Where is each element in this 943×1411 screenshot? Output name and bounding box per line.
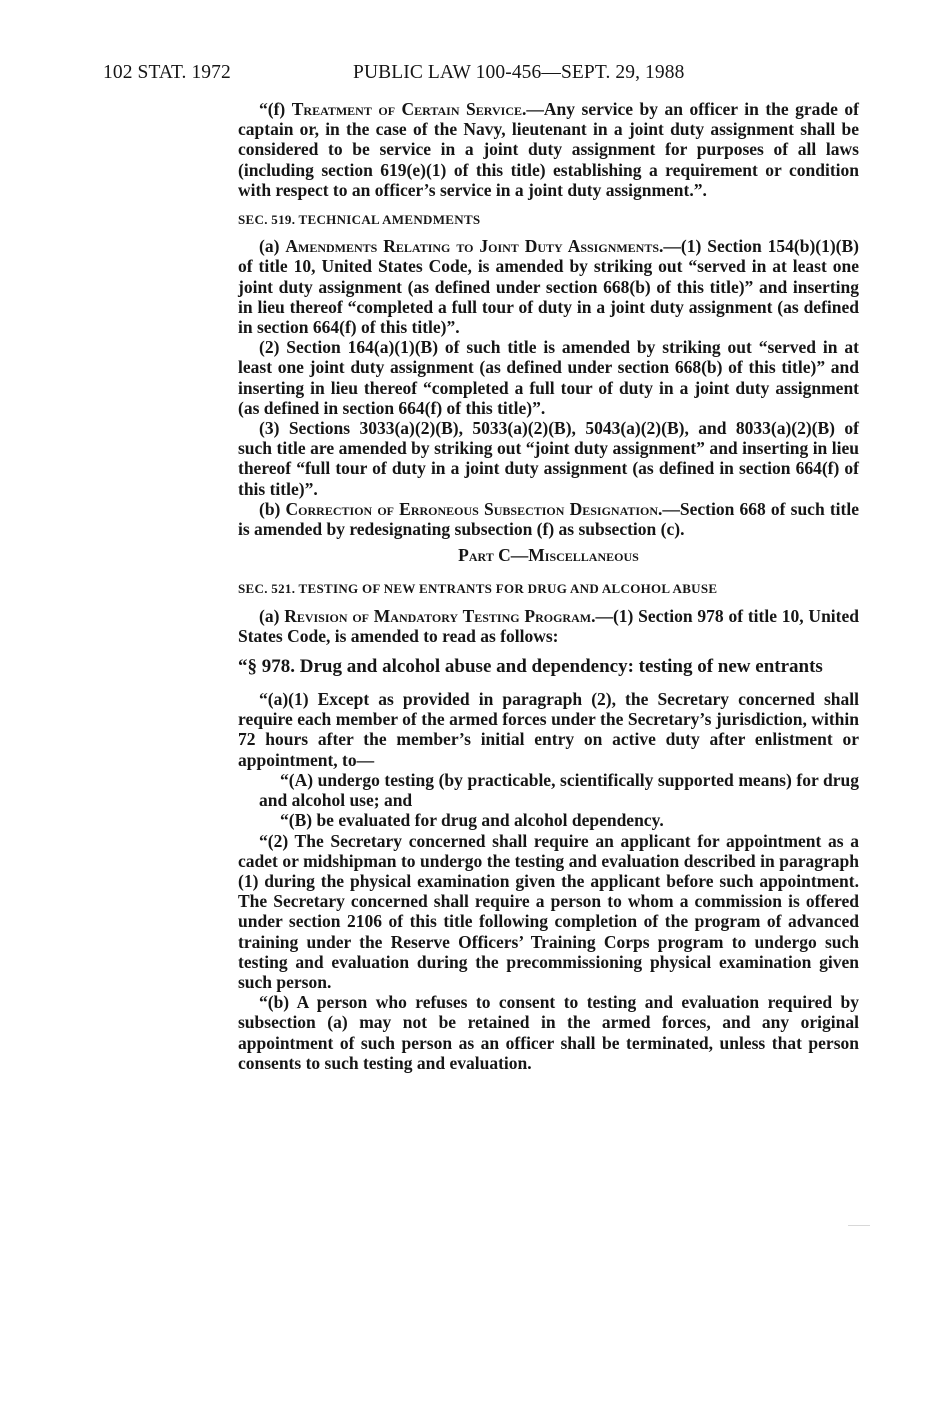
- page-header: [103, 62, 863, 88]
- subparagraph-B: “(B) be evaluated for drug and alcohol dependency.: [280, 810, 664, 831]
- subsection-lead: (b): [259, 498, 286, 519]
- section-978-heading: “§ 978. Drug and alcohol abuse and dependency: testing of new entrants: [238, 656, 823, 678]
- section-521-a-text: .—(1) Section 978 of title 10, United States Code, is amended to read as follows:: [238, 605, 859, 646]
- subparagraph-A: “(A) undergo testing (by practicable, scientifically supported means) for drug and alcohol use; and: [259, 769, 859, 811]
- section-519-b-heading: Correction of Erroneous Subsection Designation: [285, 498, 659, 519]
- section-519-a: [238, 236, 859, 337]
- section-519-heading: SEC. 519. TECHNICAL AMENDMENTS: [238, 212, 481, 228]
- paragraph-f: [238, 99, 859, 200]
- subsection-lead: (a): [259, 236, 286, 257]
- section-521-heading: SEC. 521. TESTING OF NEW ENTRANTS FOR DRUG AND ALCOHOL ABUSE: [238, 581, 718, 597]
- paragraph-a1: “(a)(1) Except as provided in paragraph (2), the Secretary concerned shall require each member of the armed forces under the Secretary’s jurisdiction, within 72 hours after the member’s initial entry on active duty after enlistment or appointment, to—: [238, 689, 859, 770]
- paragraph-2: “(2) The Secretary concerned shall require an applicant for appointment as a cadet or midshipman to undergo the testing and evaluation described in paragraph (1) during the physical examination given the applicant before such appointment. The Secretary concerned shall require a person to whom a commission is offered under section 2106 of this title following completion of the program of advanced training under the Reserve Officers’ Training Corps program to undergo such testing and evaluation during the precommissioning physical examination given such person.: [238, 830, 859, 992]
- part-c-heading: Part C—Miscellaneous: [458, 545, 639, 566]
- section-521-a: [238, 606, 859, 646]
- section-519-a-heading: Amendments Relating to Joint Duty Assignments: [285, 236, 660, 257]
- section-519-b: [238, 499, 859, 539]
- section-519-a3: (3) Sections 3033(a)(2)(B), 5033(a)(2)(B), 5043(a)(2)(B), and 8033(a)(2)(B) of such title are amended by striking out “joint duty assignment” and inserting in lieu thereof “full tour of duty in a joint duty assignment (as defined in section 664(f) of this title)”.: [238, 418, 859, 499]
- document-body: [238, 99, 859, 1073]
- paragraph-b: “(b) A person who refuses to consent to testing and evaluation required by subsection (a) may not be retained in the armed forces, and any original appointment of such person as an officer shall be terminated, unless that person consents to such testing and evaluation.: [238, 992, 859, 1073]
- section-521-a-heading: Revision of Mandatory Testing Program: [284, 605, 592, 626]
- scan-mark: [848, 1225, 870, 1226]
- paragraph-lead: “(f): [259, 99, 292, 119]
- statute-reference: 102 STAT. 1972: [103, 62, 231, 83]
- paragraph-f-text: .—Any service by an officer in the grade of captain or, in the case of the Navy, lieutenant in a joint duty assignment shall be considered to be service in a joint duty assignment for purposes of all laws (including section 619(e)(1) of this title) establishing a requirement or condition with respect to an officer’s service in a joint duty assignment.”.: [238, 99, 859, 200]
- paragraph-f-heading: Treatment of Certain Service: [291, 99, 523, 119]
- section-519-a-text: .—(1) Section 154(b)(1)(B) of title 10, United States Code, is amended by striking out “served in at least one joint duty assignment (as defined under section 668(b) of this title)” and inserting in lieu thereof “completed a full tour of duty in a joint duty assignment (as defined in section 664(f) of this title)”.: [238, 236, 860, 338]
- section-519-b-text: .—Section 668 of such title is amended by redesignating subsection (f) as subsection (c).: [238, 498, 859, 540]
- section-519-a2: (2) Section 164(a)(1)(B) of such title is amended by striking out “served in at least one joint duty assignment (as defined under section 668(b) of this title)” and inserting in lieu thereof “completed a full tour of duty in a joint duty assignment (as defined in section 664(f) of this title)”.: [238, 337, 859, 418]
- law-reference: PUBLIC LAW 100-456—SEPT. 29, 1988: [353, 62, 685, 83]
- subsection-lead: (a): [259, 605, 285, 626]
